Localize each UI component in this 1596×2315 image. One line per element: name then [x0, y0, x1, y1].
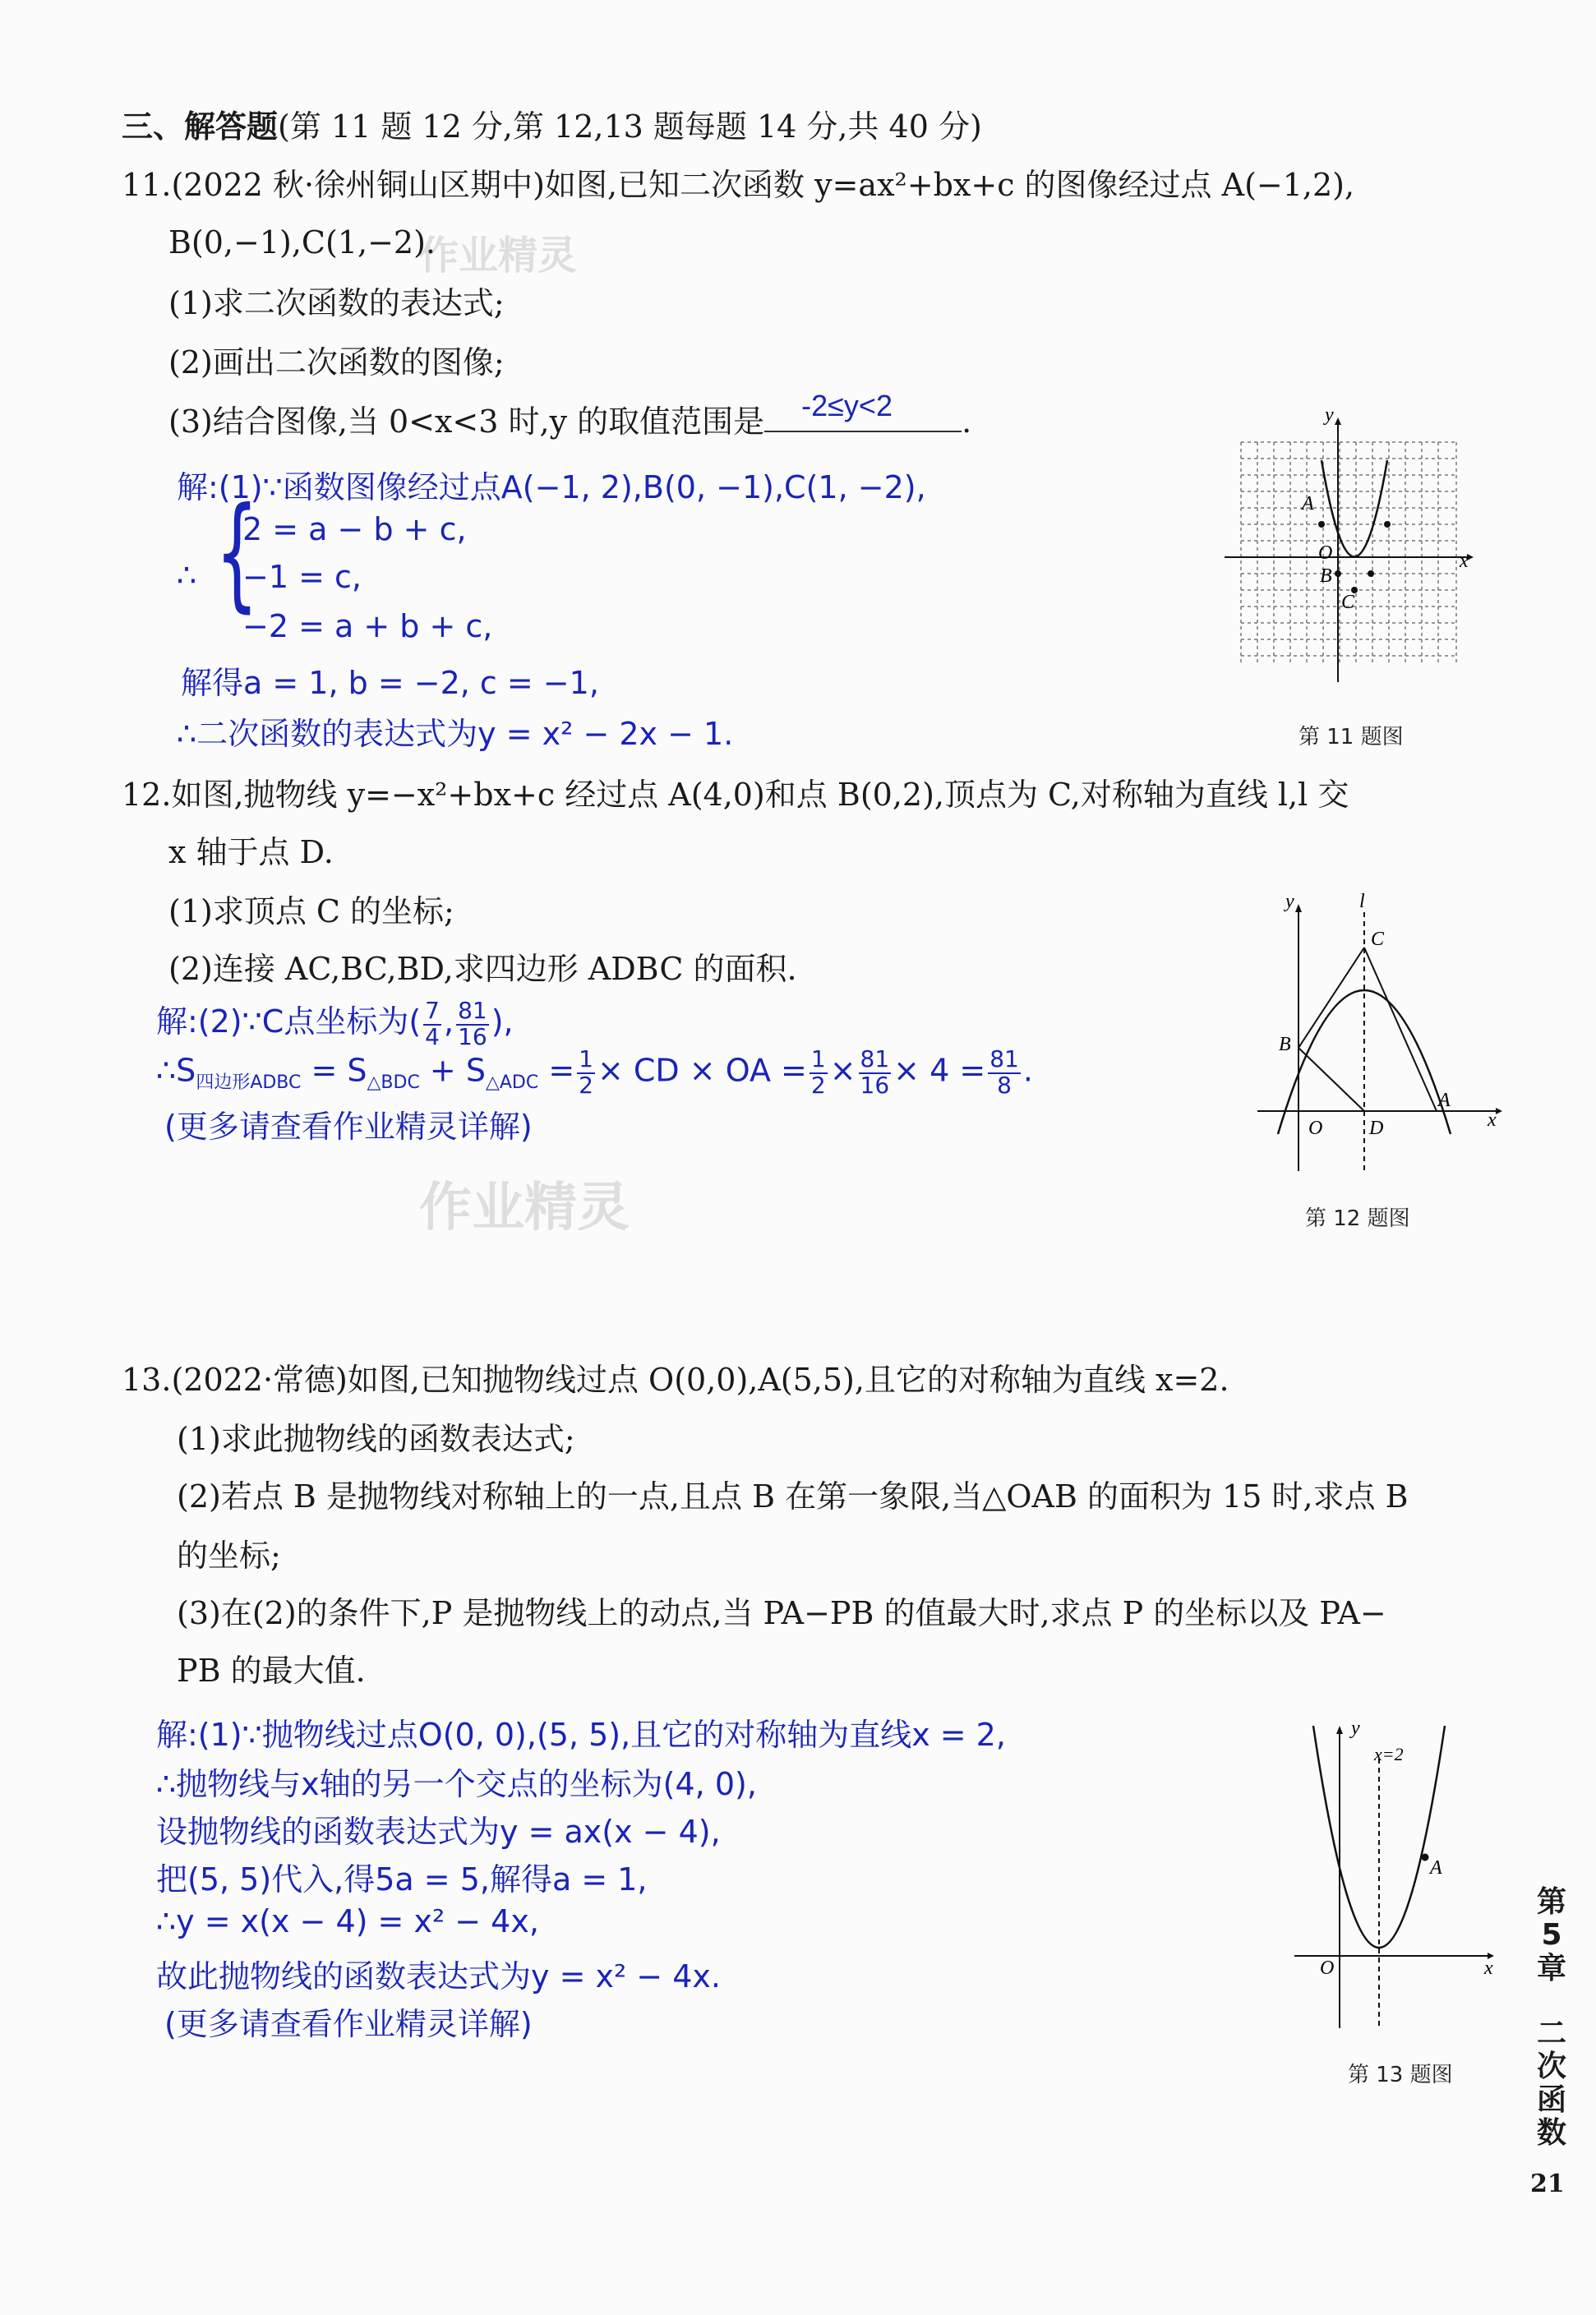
q12-sol1-mid: , [444, 1003, 454, 1040]
q11-part3-answer: -2≤y<2 [801, 389, 893, 422]
q12-label-o: O [1308, 1118, 1323, 1139]
q12-frac3-num: 81 [860, 1045, 890, 1072]
q12-sol2-sub2: △BDC [367, 1072, 420, 1094]
q12-y-arrow [1295, 904, 1302, 912]
q12-sol2-e: × CD × OA = [597, 1052, 807, 1089]
q12-figure [1249, 888, 1512, 1183]
q12-label-d: D [1369, 1118, 1384, 1139]
q11-label-b: B [1320, 565, 1332, 587]
q11-brace: { [215, 482, 259, 625]
q13-stem-line [122, 1362, 1229, 1398]
q11-sol-line5: 解得a = 1, b = −2, c = −1, [181, 665, 599, 701]
q11-figure [1216, 403, 1479, 699]
q12-sol2-a: ∴S [156, 1052, 196, 1089]
q13-label-a: A [1430, 1857, 1442, 1879]
q11-point-e [1384, 521, 1391, 528]
q11-part1: (1)求二次函数的表达式; [168, 285, 505, 321]
q11-label-o: O [1318, 542, 1333, 564]
q12-sol2-b: = S [301, 1052, 367, 1089]
q13-label-y: y [1351, 1718, 1360, 1739]
q11-part3-suffix: . [962, 404, 972, 440]
q12-frac-81-16-b [859, 1045, 892, 1099]
q13-part1: (1)求此抛物线的函数表达式; [177, 1421, 575, 1457]
q11-stem-line2: B(0,−1),C(1,−2). [168, 224, 436, 261]
q12-res-den: 8 [997, 1072, 1012, 1099]
q11-answer-blank [764, 389, 962, 432]
q13-label-o: O [1320, 1958, 1335, 1979]
q12-sol1-suffix: ), [491, 1003, 514, 1040]
q12-half2-den: 2 [810, 1072, 826, 1099]
q11-sys-eq2: −1 = c, [242, 559, 362, 595]
q12-half2-num: 1 [810, 1045, 826, 1072]
watermark-middle: 作业精灵 [419, 1178, 630, 1238]
q11-sys-eq3: −2 = a + b + c, [242, 608, 493, 644]
q12-sol2-f: × [829, 1052, 856, 1089]
q12-frac-half-1 [577, 1045, 595, 1099]
q11-label-a: A [1302, 493, 1314, 514]
q13-more-link[interactable]: (更多请查看作业精灵详解) [164, 2006, 533, 2042]
q12-sol-line1 [156, 996, 514, 1049]
q13-part2-line2: 的坐标; [177, 1538, 281, 1574]
q13-source: (2022·常德) [171, 1362, 348, 1398]
q11-point-b [1335, 570, 1341, 577]
q11-stem-line1 [122, 169, 1354, 201]
q13-part3-line1: (3)在(2)的条件下,P 是抛物线上的动点,当 PA−PB 的值最大时,求点 P 的坐标以及 PA− [177, 1595, 1386, 1631]
q12-sol2-sub3: △ADC [485, 1072, 539, 1094]
q13-caption: 第 13 题图 [1348, 2063, 1453, 2087]
q11-point-d [1368, 570, 1374, 577]
q13-stem: 如图,已知抛物线过点 O(0,0),A(5,5),且它的对称轴为直线 x=2. [347, 1362, 1229, 1398]
q12-segment-bc [1298, 948, 1364, 1048]
q12-sol2-h: . [1022, 1052, 1033, 1089]
q12-label-l: l [1359, 891, 1365, 912]
q13-label-x: x [1484, 1958, 1493, 1979]
q12-sol2-c: + S [419, 1052, 486, 1089]
section-header [122, 108, 982, 145]
q12-label-b: B [1279, 1034, 1291, 1055]
chapter-topic: 二次函数 [1536, 2017, 1566, 2150]
q13-number: 13. [122, 1362, 172, 1398]
q13-figure [1290, 1709, 1504, 2038]
q12-frac-half-2 [810, 1045, 828, 1099]
q13-y-arrow [1336, 1726, 1343, 1734]
q12-sol2-g: × 4 = [893, 1052, 986, 1089]
q12-x-arrow [1496, 1108, 1502, 1114]
q12-frac-7-4 [423, 996, 441, 1050]
q13-part2-line1: (2)若点 B 是抛物线对称轴上的一点,且点 B 在第一象限,当△OAB 的面积为 15 时,求点 B [177, 1478, 1409, 1515]
q12-stem: 如图,抛物线 y=−x²+bx+c 经过点 A(4,0)和点 B(0,2),顶点为 C,对称轴为直线 l,l 交 [171, 777, 1349, 813]
section-points: (第 11 题 12 分,第 12,13 题每题 14 分,共 40 分) [278, 108, 982, 145]
q13-sol-line3: 设抛物线的函数表达式为y = ax(x − 4), [156, 1814, 721, 1850]
q13-sol-line4: 把(5, 5)代入,得5a = 5,解得a = 1, [156, 1861, 648, 1898]
q12-label-y: y [1285, 891, 1294, 912]
chapter-label: 第5章 [1536, 1885, 1566, 1985]
q11-sol-line1: 解:(1)∵函数图像经过点A(−1, 2),B(0, −1),C(1, −2), [177, 469, 926, 505]
q12-more-link[interactable]: (更多请查看作业精灵详解) [164, 1109, 533, 1145]
q13-label-axis: x=2 [1374, 1744, 1404, 1764]
q11-stem: 如图,已知二次函数 y=ax²+bx+c 的图像经过点 A(−1,2), [544, 167, 1355, 203]
q11-sol-line6: ∴二次函数的表达式为y = x² − 2x − 1. [177, 716, 734, 752]
q12-sol2-d: = [538, 1052, 575, 1089]
q12-sol2-sub1: 四边形ADBC [196, 1072, 302, 1094]
q12-segment-ac [1364, 948, 1437, 1111]
q12-stem-line2: x 轴于点 D. [168, 834, 334, 870]
q13-sol-line2: ∴抛物线与x轴的另一个交点的坐标为(4, 0), [156, 1766, 757, 1802]
q12-label-c: C [1371, 929, 1385, 950]
q12-sol1-prefix: 解:(2)∵C点坐标为( [156, 1003, 422, 1040]
section-title: 三、解答题 [122, 108, 279, 145]
q12-segment-bd [1298, 1048, 1364, 1111]
q11-label-x: x [1460, 551, 1469, 572]
q12-sol-line2 [156, 1045, 1033, 1099]
q12-res-num: 81 [989, 1045, 1019, 1072]
q11-number: 11. [122, 167, 172, 203]
page-number: 21 [1530, 2170, 1565, 2198]
q11-source: (2022 秋·徐州铜山区期中) [171, 167, 545, 203]
q12-frac1-num: 7 [425, 996, 440, 1024]
q11-label-y: y [1325, 404, 1334, 426]
q11-part3-prefix: (3)结合图像,当 0<x<3 时,y 的取值范围是 [168, 404, 765, 440]
q12-label-a: A [1438, 1090, 1451, 1111]
q12-frac-81-8 [988, 1045, 1021, 1099]
q11-label-c: C [1341, 592, 1355, 613]
q13-sol-line1: 解:(1)∵抛物线过点O(0, 0),(5, 5),且它的对称轴为直线x = 2, [156, 1717, 1006, 1753]
q13-sol-line5: ∴y = x(x − 4) = x² − 4x, [156, 1903, 539, 1939]
q12-frac-81-16 [456, 996, 489, 1050]
q12-label-x: x [1488, 1109, 1497, 1131]
q11-point-a [1318, 521, 1325, 528]
q12-part1: (1)求顶点 C 的坐标; [168, 893, 454, 929]
q12-caption: 第 12 题图 [1305, 1206, 1410, 1231]
q12-frac3-den: 16 [860, 1072, 890, 1099]
q12-number: 12. [122, 777, 172, 813]
watermark-top: 作业精灵 [419, 233, 578, 279]
q12-frac2-num: 81 [458, 996, 487, 1024]
q11-sys-eq1: 2 = a − b + c, [242, 511, 467, 547]
q11-caption: 第 11 题图 [1298, 725, 1404, 749]
q13-sol-line6: 故此抛物线的函数表达式为y = x² − 4x. [156, 1958, 721, 1994]
q12-half1-num: 1 [579, 1045, 593, 1072]
q11-part3 [168, 389, 972, 440]
q12-frac1-den: 4 [425, 1022, 440, 1050]
q11-therefore: ∴ [177, 557, 197, 593]
q12-part2: (2)连接 AC,BC,BD,求四边形 ADBC 的面积. [168, 951, 797, 987]
q13-point-a [1422, 1854, 1429, 1861]
q13-part3-line2: PB 的最大值. [177, 1653, 366, 1689]
q12-frac2-den: 16 [458, 1022, 487, 1050]
q12-half1-den: 2 [579, 1072, 593, 1099]
q11-part2: (2)画出二次函数的图像; [168, 344, 505, 380]
q12-stem-line1 [122, 777, 1349, 813]
q11-y-arrow [1335, 417, 1341, 425]
